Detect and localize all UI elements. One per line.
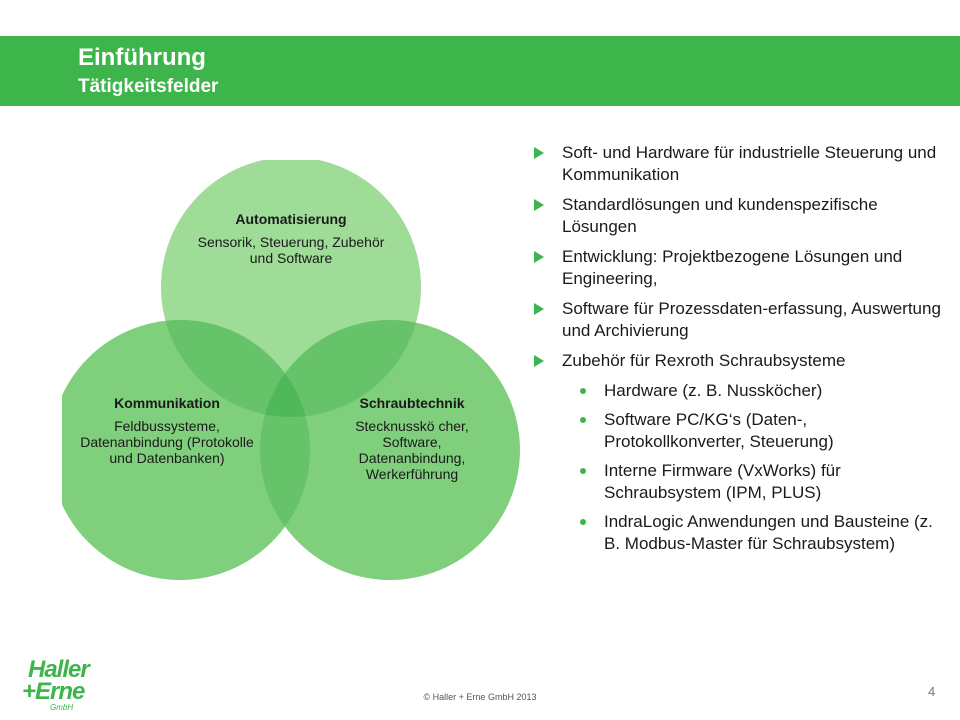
circle-text-kommunikation bbox=[72, 394, 262, 466]
triangle-bullet-icon bbox=[534, 199, 544, 211]
bullet-text: Zubehör für Rexroth Schraubsysteme bbox=[562, 351, 846, 370]
triangle-bullet-icon bbox=[534, 303, 544, 315]
bullet-item bbox=[532, 246, 942, 290]
sub-bullet-item bbox=[532, 409, 942, 453]
sub-bullet-text: IndraLogic Anwendungen und Bausteine (z. B. Modbus-Master für Schraubsystem) bbox=[604, 512, 933, 553]
bullet-text: Entwicklung: Projektbezogene Lösungen und Engineering, bbox=[562, 247, 903, 288]
sub-bullet-item bbox=[532, 380, 942, 402]
circle-title-kommunikation: Kommunikation bbox=[114, 395, 220, 411]
circle-body-schraubtechnik: Stecknusskö cher, Software, Datenanbindung, Werkerführung bbox=[355, 418, 469, 482]
venn-diagram bbox=[62, 160, 532, 590]
sub-bullet-text: Hardware (z. B. Nussköcher) bbox=[604, 381, 823, 400]
triangle-bullet-icon bbox=[534, 147, 544, 159]
circle-title-automatisierung: Automatisierung bbox=[235, 211, 347, 227]
logo-text-erne: +Erne bbox=[22, 678, 85, 705]
company-logo bbox=[20, 656, 106, 712]
circle-title-schraubtechnik: Schraubtechnik bbox=[359, 395, 465, 411]
dot-bullet-icon bbox=[580, 519, 586, 525]
triangle-bullet-icon bbox=[534, 251, 544, 263]
logo-text-gmbh: GmbH bbox=[50, 703, 74, 712]
dot-bullet-icon bbox=[580, 417, 586, 423]
page-number: 4 bbox=[928, 684, 936, 699]
circle-body-automatisierung: Sensorik, Steuerung, Zubehör und Software bbox=[197, 234, 385, 266]
circle-text-automatisierung bbox=[196, 210, 386, 266]
copyright-text: © Haller + Erne GmbH 2013 bbox=[423, 692, 537, 702]
logo-text-haller: Haller bbox=[28, 656, 89, 683]
dot-bullet-icon bbox=[580, 468, 586, 474]
bullet-list bbox=[532, 142, 942, 562]
bullet-text: Software für Prozessdaten-erfassung, Auswertung und Archivierung bbox=[562, 299, 941, 340]
bullet-item bbox=[532, 142, 942, 186]
bullet-text: Standardlösungen und kundenspezifische Lösungen bbox=[562, 195, 878, 236]
circle-body-kommunikation: Feldbussysteme, Datenanbindung (Protokolle und Datenbanken) bbox=[80, 418, 254, 466]
bullet-text: Soft- und Hardware für industrielle Steuerung und Kommunikation bbox=[562, 143, 937, 184]
bullet-item bbox=[532, 350, 942, 372]
sub-bullet-item bbox=[532, 511, 942, 555]
bullet-item bbox=[532, 194, 942, 238]
sub-bullet-text: Software PC/KG‘s (Daten-, Protokollkonverter, Steuerung) bbox=[604, 410, 834, 451]
triangle-bullet-icon bbox=[534, 355, 544, 367]
bullet-item bbox=[532, 298, 942, 342]
slide-subtitle: Tätigkeitsfelder bbox=[78, 76, 219, 97]
sub-bullet-text: Interne Firmware (VxWorks) für Schraubsystem (IPM, PLUS) bbox=[604, 461, 841, 502]
sub-bullet-item bbox=[532, 460, 942, 504]
slide-title: Einführung bbox=[78, 44, 206, 71]
dot-bullet-icon bbox=[580, 388, 586, 394]
circle-text-schraubtechnik bbox=[332, 394, 492, 482]
